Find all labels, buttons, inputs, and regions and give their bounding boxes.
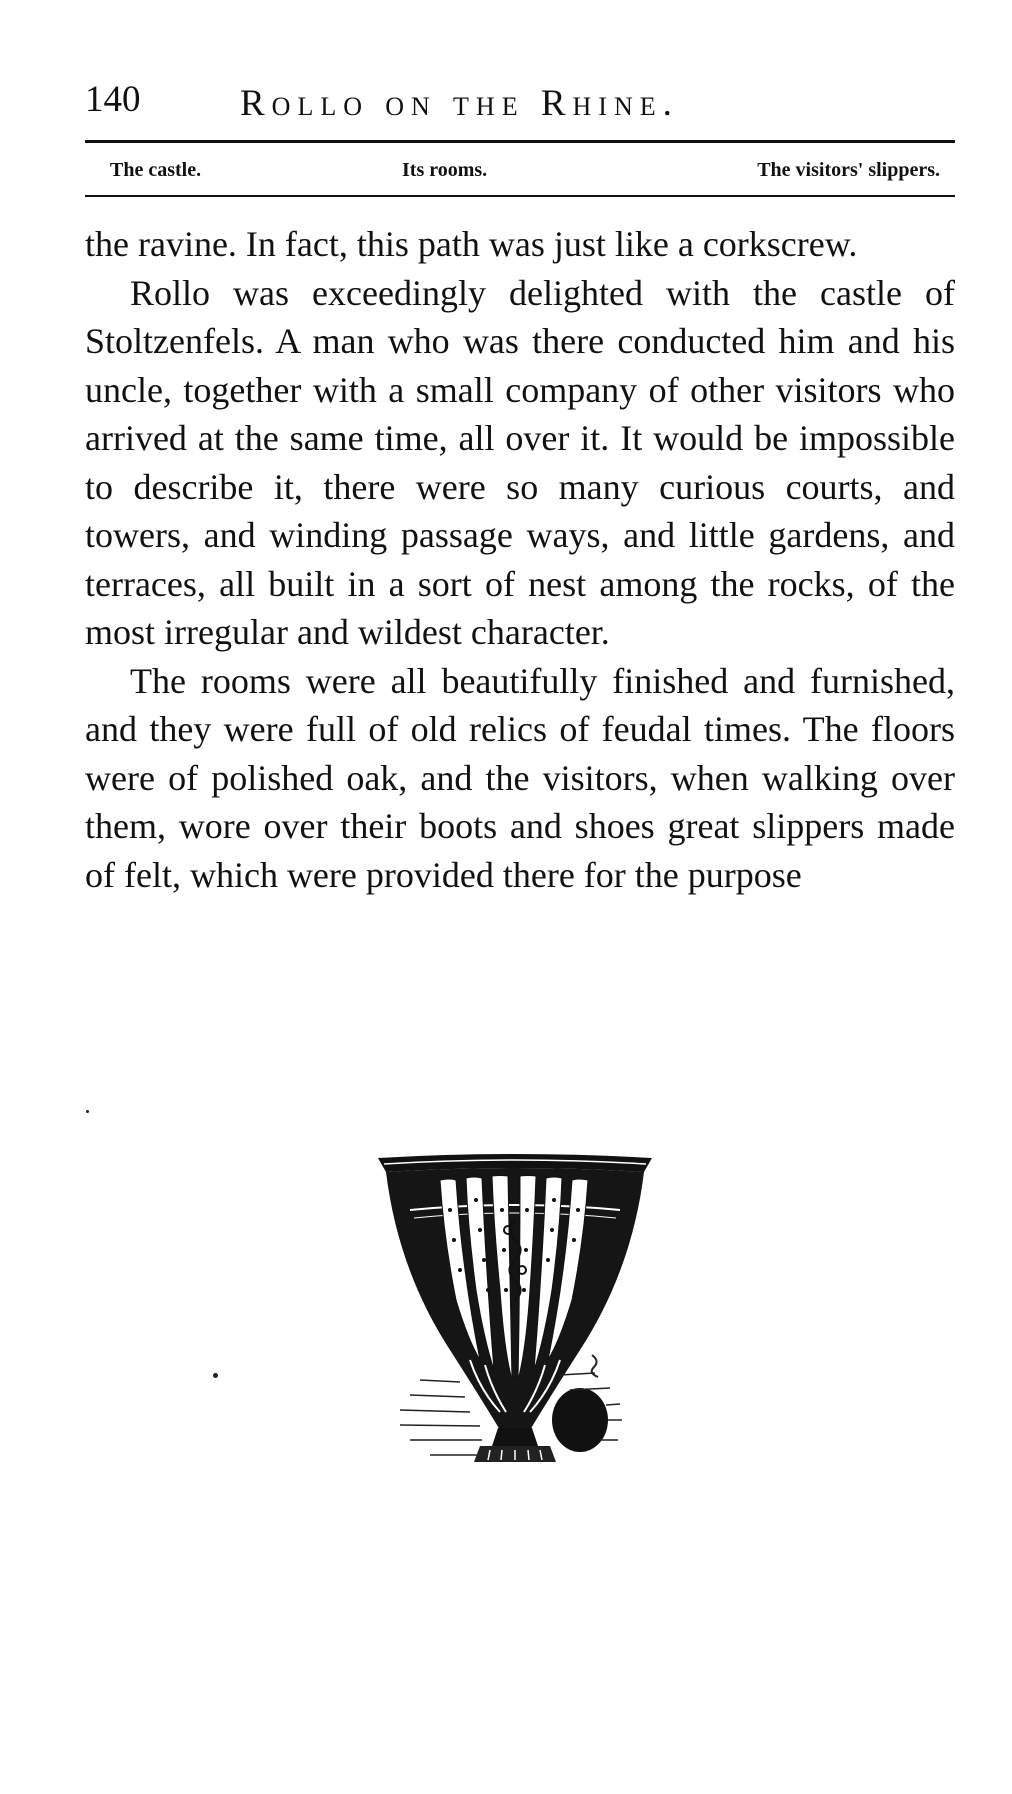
header-rule-bottom [85,195,955,197]
stray-dot [213,1373,218,1378]
page-number: 140 [85,79,141,120]
running-head [85,60,955,124]
engraved-vase-icon [370,1150,660,1480]
paragraph-rooms: The rooms were all beautifully finished and furnished, and they were full of old relics of feudal times. The floors were of polished oak, and the visitors, when walking over them, wore over their boots and shoes great slippers made of felt, which were provided there for the purpose [85,660,955,895]
topic-slippers: The visitors' slippers. [757,159,940,181]
book-title: Rollo on the Rhine. [240,83,679,124]
stray-dot [86,1110,89,1113]
topic-rooms: Its rooms. [402,159,488,181]
body-text [85,220,955,899]
book-page [85,60,955,895]
topic-castle: The castle. [110,159,202,181]
paragraph-continued: the ravine. In fact, this path was just like a corkscrew. [85,224,858,264]
header-rule-top [85,140,955,143]
paragraph-castle: Rollo was exceedingly delighted with the castle of Stoltzenfels. A man who was there conducted him and his uncle, together with a small company of other visitors who arrived at the same time, all over it. It would be impossible to describe it, there were so many curious courts, and towers, and winding passage ways, and little gardens, and terraces, all built in a sort of nest among the rocks, of the most irregular and wildest character. [85,272,955,652]
topic-line [85,152,955,188]
